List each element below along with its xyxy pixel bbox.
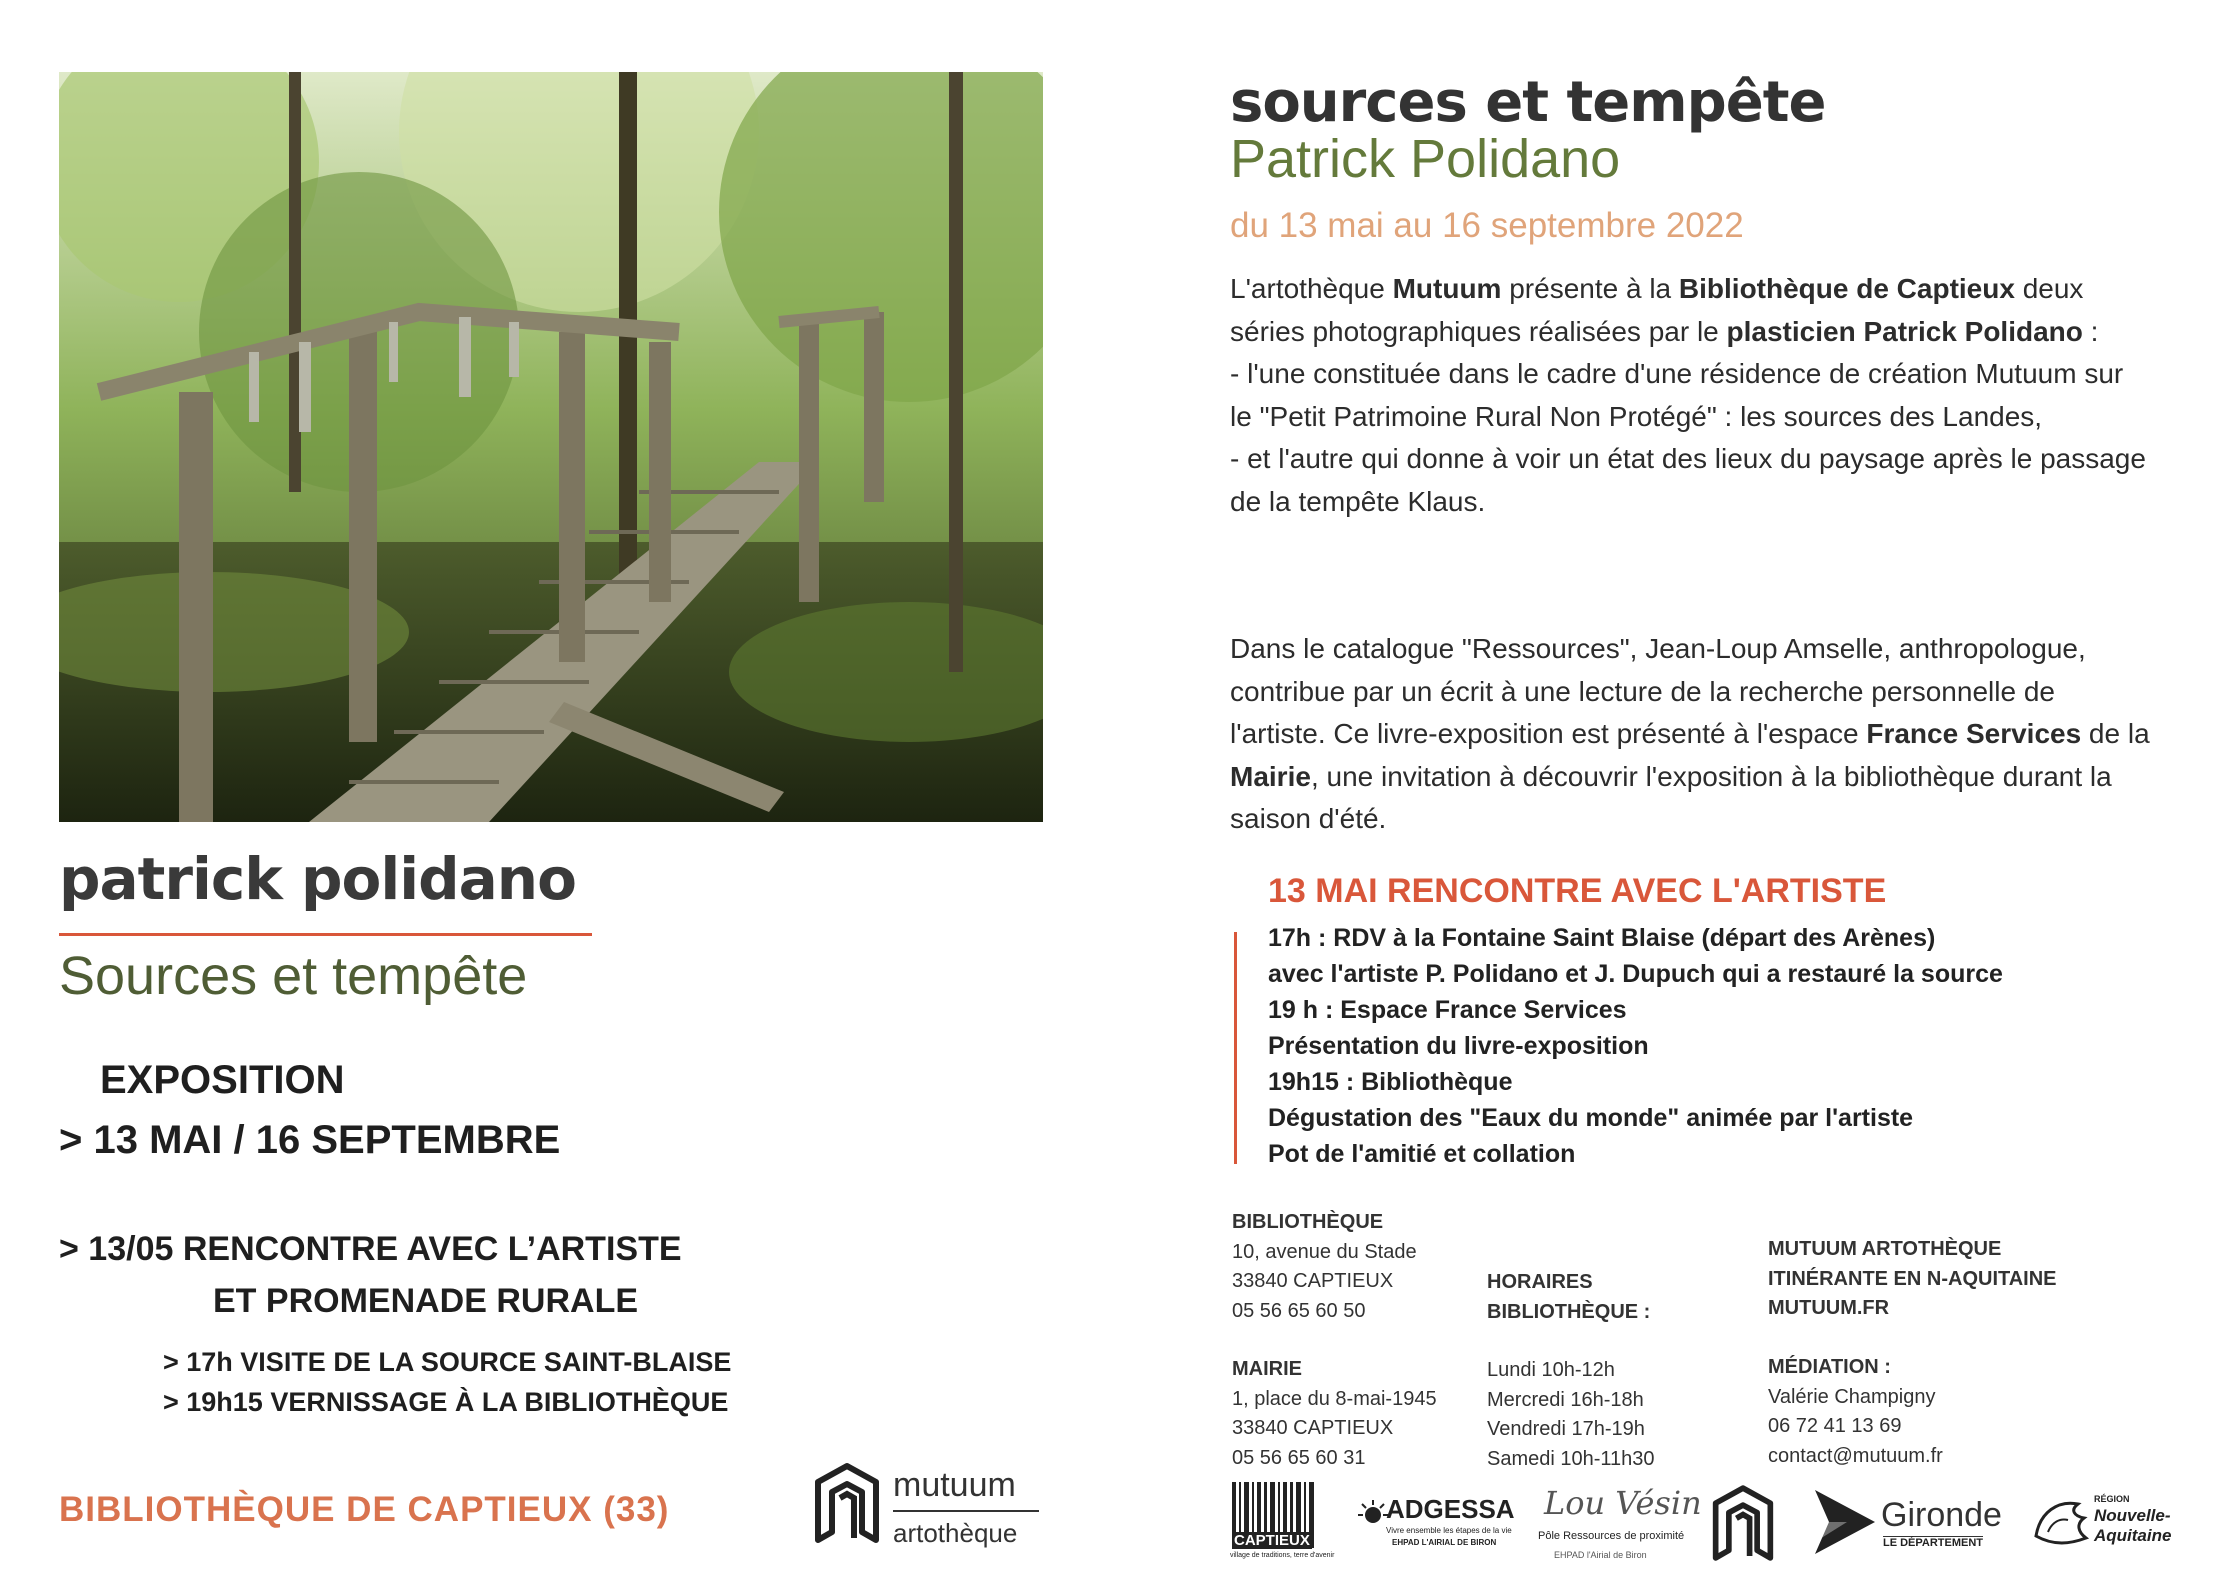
lou-vesin-tagline: Pôle Ressources de proximité — [1538, 1530, 1685, 1542]
mutuum-partner-logo — [1710, 1480, 1790, 1570]
series-1-line: - l'une constituée dans le cadre d'une résidence de création Mutuum sur le "Petit Patrimoine Rural Non Protégé" : les sources des Landes, — [1230, 358, 2124, 432]
text-run: : — [2082, 315, 2099, 347]
event-title: 13 MAI RENCONTRE AVEC L'ARTISTE — [1268, 872, 1887, 910]
text-run: , une invitation à découvrir l'exposition à la bibliothèque durant la saison d'été. — [1230, 760, 2112, 834]
region-name-2: Aquitaine — [2094, 1526, 2172, 1545]
lion-icon — [2030, 1492, 2090, 1552]
mutuum-logo-name: mutuum — [893, 1466, 1016, 1504]
mediation-phone: 06 72 41 13 69 — [1768, 1415, 1902, 1437]
artist-heading: patrick polidano — [59, 845, 576, 913]
library-bold: Bibliothèque de Captieux — [1678, 273, 2015, 304]
mutuum-website-link[interactable]: MUTUUM.FR — [1768, 1297, 1890, 1319]
adgessa-label: ADGESSA — [1386, 1494, 1515, 1524]
exposition-label: EXPOSITION — [100, 1058, 345, 1102]
schedule-item: Pot de l'amitié et collation — [1268, 1140, 1576, 1168]
sun-icon — [1358, 1500, 1388, 1530]
mairie-address-2: 33840 CAPTIEUX — [1232, 1417, 1394, 1439]
adgessa-tagline: Vivre ensemble les étapes de la vie — [1386, 1526, 1512, 1535]
schedule-item: 19h15 : Bibliothèque — [1268, 1068, 1513, 1096]
adgessa-logo — [1358, 1480, 1515, 1570]
mairie-heading: MAIRIE — [1232, 1358, 1302, 1380]
mutuum-bold: Mutuum — [1392, 273, 1502, 304]
mutuum-m-icon — [812, 1462, 882, 1544]
captieux-logo — [1230, 1480, 1335, 1570]
mairie-phone: 05 56 65 60 31 — [1232, 1446, 1366, 1469]
event-accent-bar — [1234, 932, 1237, 1164]
library-contact — [1232, 1208, 1417, 1326]
mediation-heading: MÉDIATION : — [1768, 1356, 1891, 1378]
france-services-bold: France Services — [1866, 718, 2082, 749]
mediation-name: Valérie Champigny — [1768, 1385, 1936, 1408]
exposition-dates: > 13 MAI / 16 SEPTEMBRE — [59, 1118, 561, 1162]
mediation-contact — [1768, 1353, 1943, 1471]
region-label: RÉGION — [2094, 1494, 2130, 1504]
text-run: L'artothèque — [1230, 273, 1393, 304]
library-hours — [1487, 1268, 1655, 1474]
mediation-email-link[interactable]: contact@mutuum.fr — [1768, 1444, 1943, 1467]
text-run: présente à la — [1501, 273, 1679, 304]
captieux-label: CAPTIEUX — [1234, 1532, 1310, 1549]
mutuum-info-line: ITINÉRANTE EN N-AQUITAINE — [1768, 1267, 2057, 1290]
lou-vesin-label: Lou Vésin — [1544, 1484, 1702, 1522]
forest-boardwalk-photo — [59, 72, 1043, 822]
hours-line: Samedi 10h-11h30 — [1487, 1447, 1655, 1470]
text-run: de la — [2081, 718, 2150, 749]
hours-line: Lundi 10h-12h — [1487, 1359, 1615, 1381]
mutuum-info — [1768, 1235, 2057, 1324]
library-heading: BIBLIOTHÈQUE — [1232, 1211, 1384, 1233]
partner-logos — [1230, 1480, 2190, 1570]
captieux-tagline: village de traditions, terre d'avenir — [1230, 1552, 1335, 1559]
meeting-line-1: > 13/05 RENCONTRE AVEC L’ARTISTE — [59, 1230, 682, 1268]
schedule-item: Présentation du livre-exposition — [1268, 1032, 1649, 1060]
intro-paragraph — [1230, 268, 2150, 523]
hours-heading-1: HORAIRES — [1487, 1271, 1593, 1293]
vernissage-line: > 19h15 VERNISSAGE À LA BIBLIOTHÈQUE — [163, 1387, 729, 1417]
catalogue-paragraph — [1230, 628, 2150, 841]
gironde-label: Gironde — [1881, 1496, 2002, 1534]
gironde-tagline: LE DÉPARTEMENT — [1883, 1537, 1984, 1549]
nouvelle-aquitaine-logo — [2030, 1480, 2190, 1570]
schedule-item: 17h : RDV à la Fontaine Saint Blaise (départ des Arènes) — [1268, 924, 1936, 952]
library-phone: 05 56 65 60 50 — [1232, 1299, 1366, 1322]
schedule-item: avec l'artiste P. Polidano et J. Dupuch qui a restauré la source — [1268, 960, 2003, 988]
visit-source-line: > 17h VISITE DE LA SOURCE SAINT-BLAISE — [163, 1347, 732, 1377]
event-schedule — [1268, 920, 2003, 1172]
meeting-line-2: ET PROMENADE RURALE — [213, 1282, 639, 1320]
library-address-1: 10, avenue du Stade — [1232, 1240, 1417, 1263]
mutuum-info-line: MUTUUM ARTOTHÈQUE — [1768, 1238, 2002, 1260]
schedule-item: 19 h : Espace France Services — [1268, 996, 1627, 1024]
lou-vesin-tagline-2: EHPAD l'Airial de Biron — [1554, 1550, 1647, 1560]
gironde-logo — [1815, 1480, 2015, 1570]
hours-line: Vendredi 17h-19h — [1487, 1418, 1645, 1440]
mutuum-logo-tag: artothèque — [893, 1518, 1018, 1548]
text-run: Dans le catalogue "Ressources", Jean-Loup Amselle, anthropologue, contribue par un écrit à une lecture de la recherche personnelle de l'artiste. Ce livre-exposition est présenté à l'espace — [1230, 633, 2086, 749]
hours-heading-2: BIBLIOTHÈQUE : — [1487, 1300, 1651, 1323]
artist-name: Patrick Polidano — [1230, 129, 1621, 189]
library-address-2: 33840 CAPTIEUX — [1232, 1270, 1394, 1292]
region-name-1: Nouvelle- — [2094, 1506, 2171, 1525]
adgessa-tagline-2: EHPAD L'AIRIAL DE BIRON — [1392, 1538, 1497, 1547]
mairie-address-1: 1, place du 8-mai-1945 — [1232, 1387, 1437, 1410]
series-2-line: - et l'autre qui donne à voir un état des lieux du paysage après le passage de la tempête Klaus. — [1230, 443, 2146, 517]
venue-label: BIBLIOTHÈQUE DE CAPTIEUX (33) — [59, 1490, 670, 1529]
gironde-arrow-icon — [1815, 1490, 1875, 1554]
lou-vesin-logo — [1530, 1480, 1702, 1570]
heading-divider — [59, 933, 592, 936]
schedule-item: Dégustation des "Eaux du monde" animée par l'artiste — [1268, 1104, 1914, 1132]
exhibition-subtitle: Sources et tempête — [59, 946, 528, 1006]
exhibition-title: sources et tempête — [1230, 70, 1826, 135]
mairie-contact — [1232, 1355, 1437, 1473]
hours-line: Mercredi 16h-18h — [1487, 1388, 1644, 1411]
artist-bold: plasticien Patrick Polidano — [1726, 315, 2083, 347]
logo-divider — [893, 1510, 1039, 1512]
mairie-bold: Mairie — [1230, 760, 1311, 792]
text-run: deux séries photographiques réalisées par le — [1230, 273, 2084, 347]
mutuum-m-icon — [1710, 1484, 1776, 1562]
exhibition-dates: du 13 mai au 16 septembre 2022 — [1230, 206, 1744, 245]
